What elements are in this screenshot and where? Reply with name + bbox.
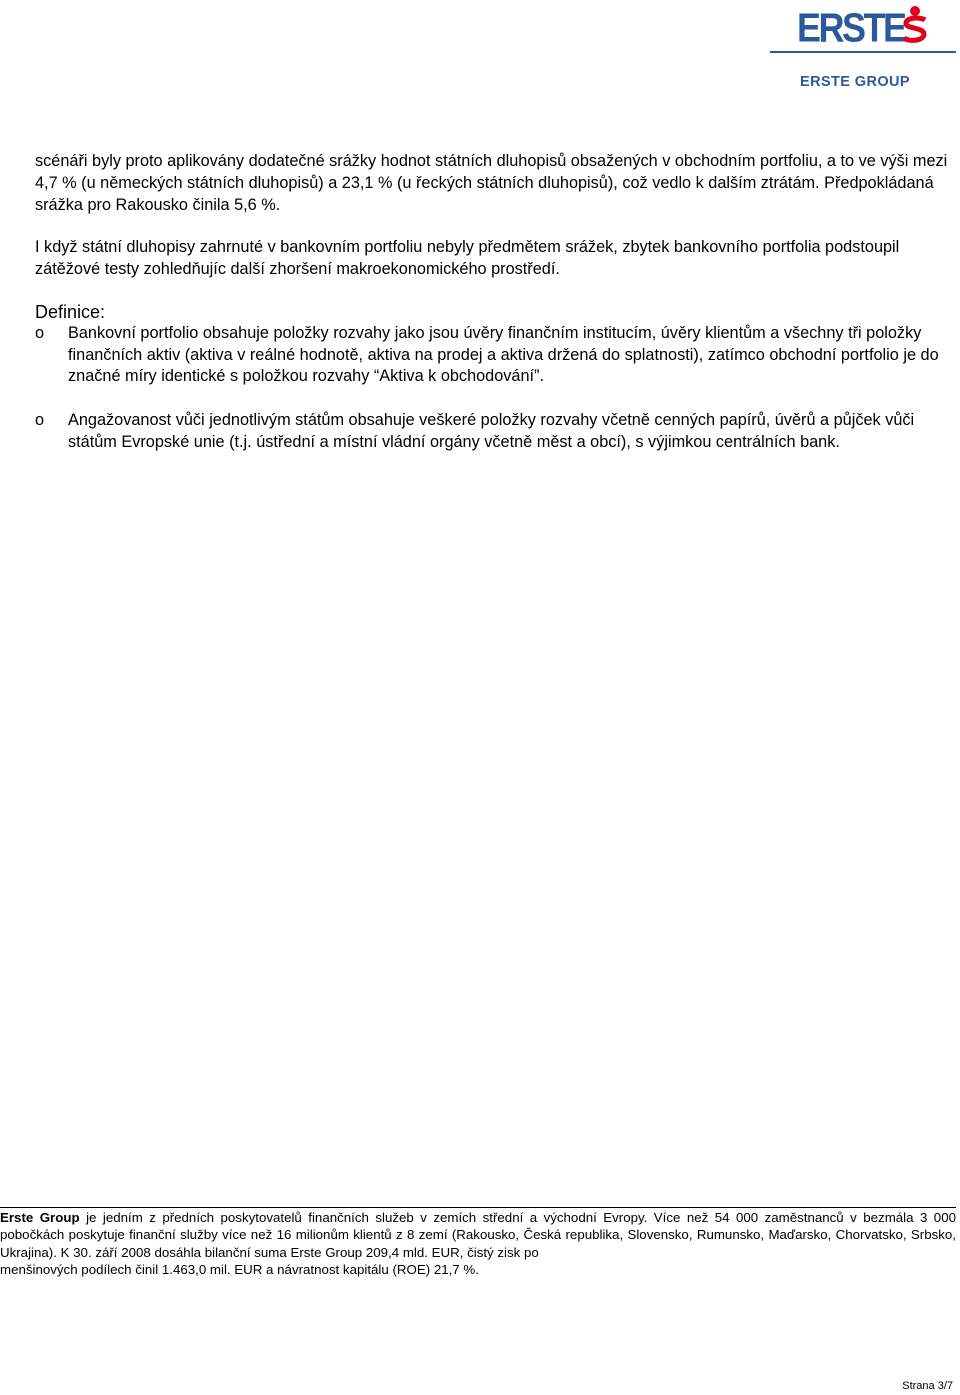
erste-s-mark-icon xyxy=(901,6,929,44)
definition-text: Bankovní portfolio obsahuje položky rozvahy jako jsou úvěry finančním institucím, úvěry klientům a všechny tři položky finančních aktiv (aktiva v reálné hodnotě, aktiva na prodej a aktiva držená do splatnosti), zatímco obchodní portfolio je do značné míry identické s položkou rozvahy “Aktiva k obchodování”. xyxy=(68,324,939,385)
bullet-marker: o xyxy=(35,411,45,429)
definitions-heading: Definice: xyxy=(35,302,106,322)
footer-company-name: Erste Group xyxy=(0,1210,80,1225)
footer-description: je jedním z předních poskytovatelů finančních služeb v zemích střední a východní Evropy. Více než 54 000 zaměstnanců v bezmála 3 000 pobočkách poskytuje finanční služby více než 16 milionům klientů z 8 zemí (Rakousko, Česká republika, Slovensko, Rumunsko, Maďarsko, Chorvatsko, Srbsko, Ukrajina). K 30. září 2008 dosáhla bilanční suma Erste Group 209,4 mld. EUR, čistý zisk po xyxy=(0,1210,956,1260)
logo-group-text: ERSTE GROUP xyxy=(800,74,910,90)
footer-last-line: menšinových podílech činil 1.463,0 mil. EUR a návratnost kapitálu (ROE) 21,7 %. xyxy=(0,1262,479,1277)
bullet-marker: o xyxy=(35,324,45,342)
page-number: Strana 3/7 xyxy=(902,1380,953,1392)
logo-wordmark: ERSTE xyxy=(797,4,905,51)
definition-item-banking-portfolio xyxy=(35,323,955,388)
paragraph-stress-test-haircuts: scénáři byly proto aplikovány dodatečné srážky hodnot státních dluhopisů obsažených v obchodním portfoliu, a to ve výši mezi 4,7 % (u německých státních dluhopisů) a 23,1 % (u řeckých státních dluhopisů), což vedlo k dalším ztrátám. Předpokládaná srážka pro Rakousko činila 5,6 %. xyxy=(35,152,948,214)
footer-company-info xyxy=(0,1209,956,1261)
paragraph-banking-book: I když státní dluhopisy zahrnuté v bankovním portfoliu nebyly předmětem srážek, zbytek bankovního portfolia podstoupil zátěžové testy zohledňujíc další zhoršení makroekonomického prostředí. xyxy=(35,238,900,278)
definition-text: Angažovanost vůči jednotlivým státům obsahuje veškeré položky rozvahy včetně cenných papírů, úvěrů a půjček vůči státům Evropské unie (t.j. ústřední a místní vládní orgány včetně měst a obcí), s výjimkou centrálních bank. xyxy=(68,411,915,451)
logo-divider xyxy=(770,51,956,53)
footer-divider xyxy=(0,1207,956,1208)
definition-item-sovereign-exposure xyxy=(35,410,955,453)
erste-group-logo xyxy=(770,4,956,90)
